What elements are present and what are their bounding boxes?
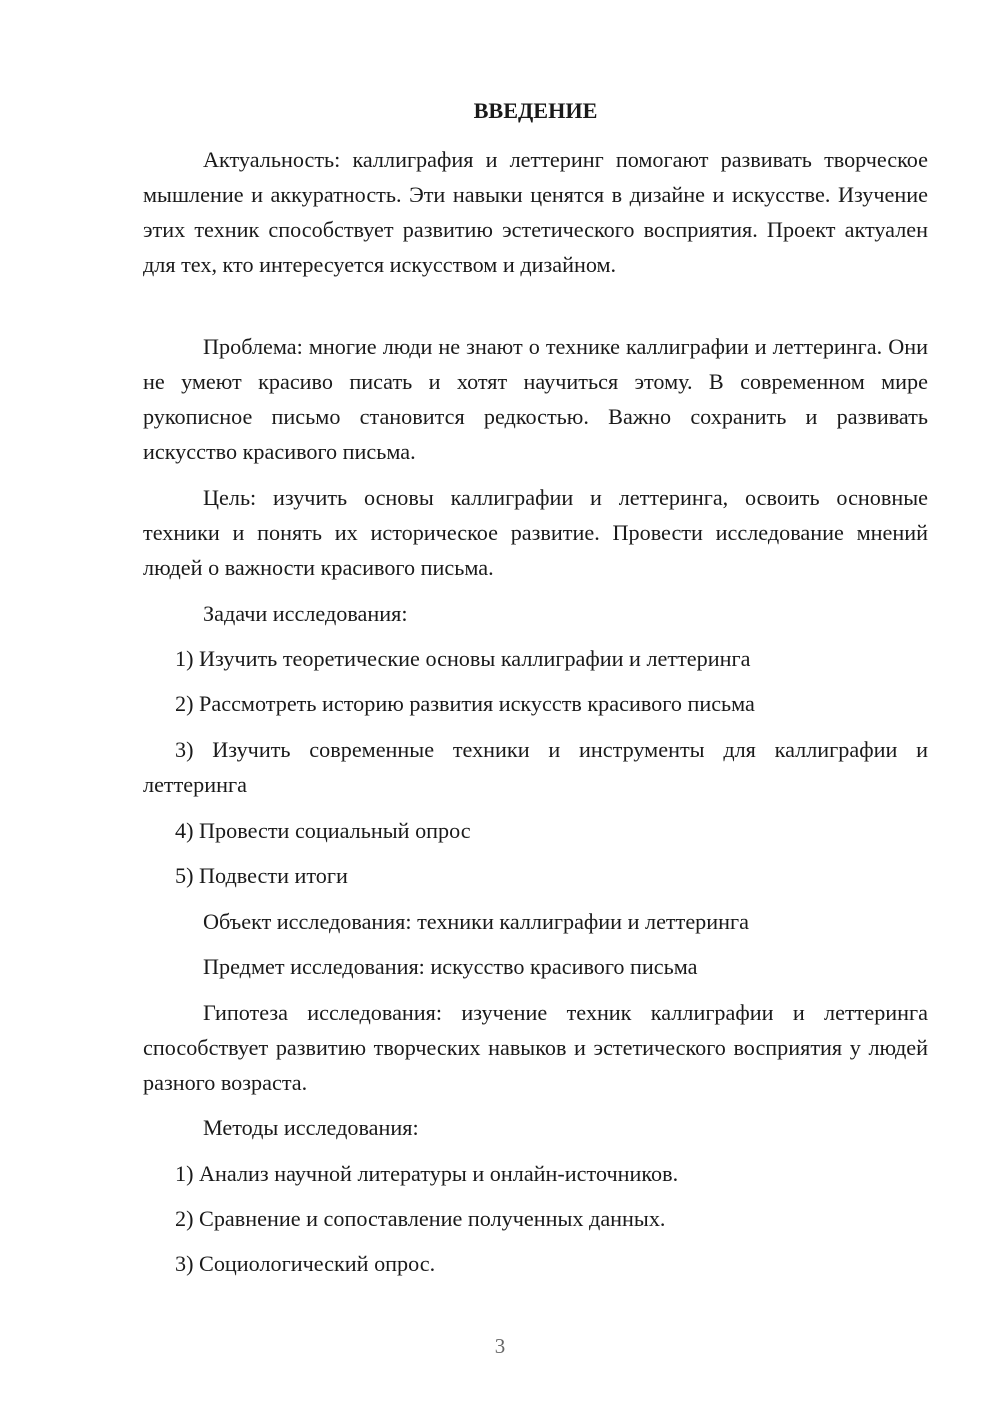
task-item: 2) Рассмотреть историю развития искусств красивого письма — [175, 691, 755, 716]
methods-heading: Методы исследования: — [203, 1115, 419, 1140]
research-subject: Предмет исследования: искусство красивого письма — [203, 954, 698, 979]
relevance-paragraph: Актуальность: каллиграфия и леттеринг помогают развивать творческое мышление и аккуратность. Эти навыки ценятся в дизайне и искусстве. Изучение этих техник способствует развитию эстетического восприятия. Проект актуален для тех, кто интересуется искусством и дизайном. — [143, 147, 928, 277]
method-item: 1) Анализ научной литературы и онлайн-источников. — [175, 1161, 679, 1186]
research-object: Объект исследования: техники каллиграфии и леттеринга — [203, 909, 749, 934]
method-item: 3) Социологический опрос. — [175, 1251, 436, 1276]
task-item: 4) Провести социальный опрос — [175, 818, 471, 843]
method-item: 2) Сравнение и сопоставление полученных данных. — [175, 1206, 666, 1231]
task-item: 5) Подвести итоги — [175, 863, 348, 888]
problem-paragraph: Проблема: многие люди не знают о технике каллиграфии и леттеринга. Они не умеют красиво писать и хотят научиться этому. В современном мире рукописное письмо становится редкостью. Важно сохранить и развивать искусство красивого письма. — [143, 334, 928, 464]
tasks-heading: Задачи исследования: — [203, 601, 408, 626]
goal-paragraph: Цель: изучить основы каллиграфии и леттеринга, освоить основные техники и понять их историческое развитие. Провести исследование мнений людей о важности красивого письма. — [143, 485, 928, 580]
hypothesis-paragraph: Гипотеза исследования: изучение техник каллиграфии и леттеринга способствует развитию творческих навыков и эстетического восприятия у людей разного возраста. — [143, 1000, 928, 1095]
task-item: 3) Изучить современные техники и инструменты для каллиграфии и леттеринга — [143, 737, 928, 797]
page-number: 3 — [494, 1334, 506, 1358]
section-heading: ВВЕДЕНИЕ — [473, 98, 598, 123]
task-item: 1) Изучить теоретические основы каллиграфии и леттеринга — [175, 646, 751, 671]
